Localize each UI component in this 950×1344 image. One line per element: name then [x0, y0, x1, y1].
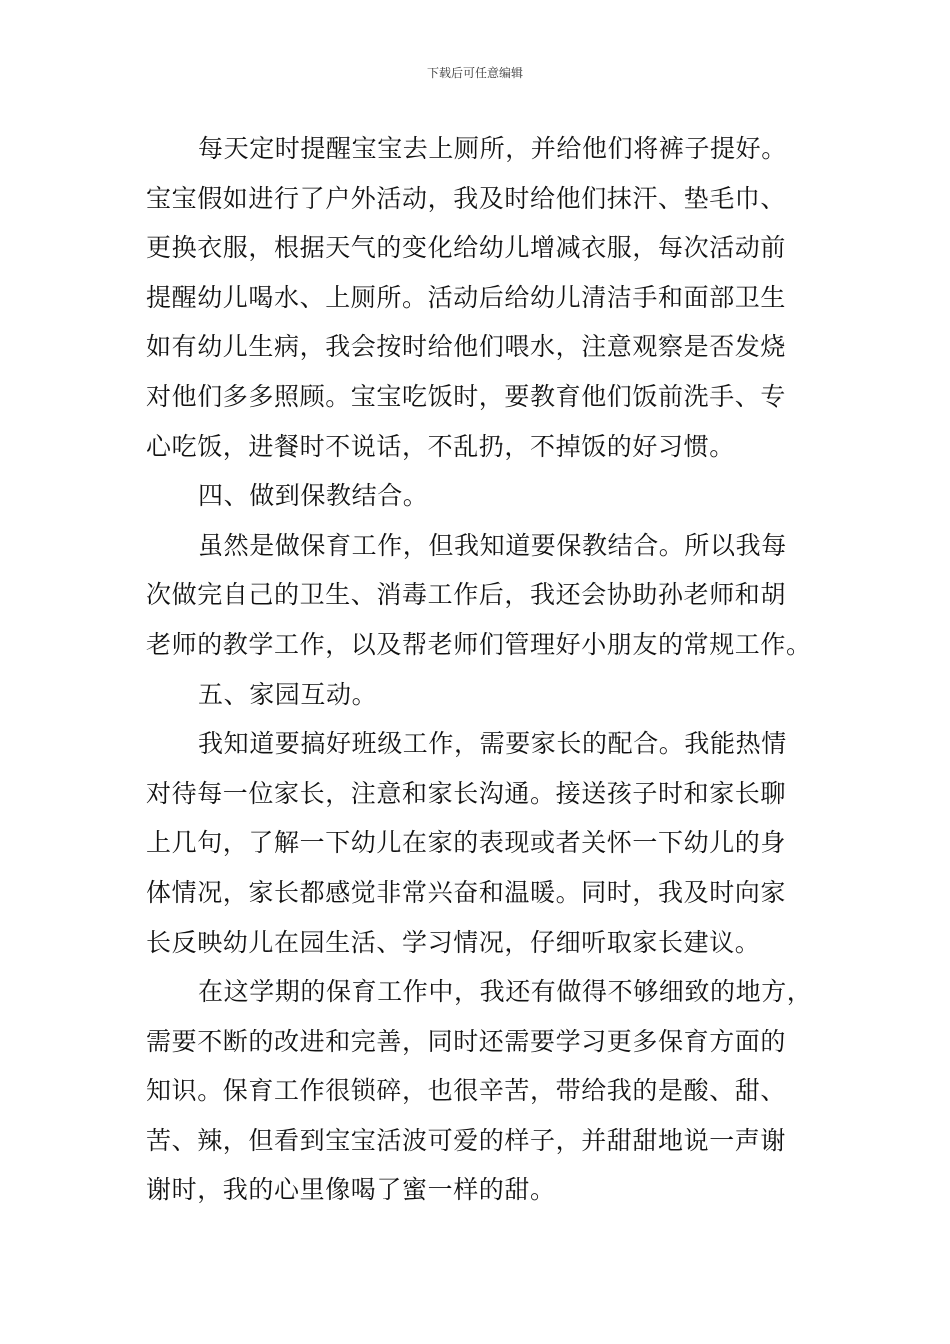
text-line: 体情况，家长都感觉非常兴奋和温暖。同时，我及时向家: [146, 877, 787, 907]
text-line: 对他们多多照顾。宝宝吃饭时，要教育他们饭前洗手、专: [146, 381, 787, 411]
text-line: 虽然是做保育工作，但我知道要保教结合。所以我每: [198, 530, 787, 560]
body-text: [146, 124, 816, 1215]
page-header: 下载后可任意编辑: [426, 66, 523, 80]
text-line: 提醒幼儿喝水、上厕所。活动后给幼儿清洁手和面部卫生: [146, 282, 787, 312]
text-line: 对待每一位家长，注意和家长沟通。接送孩子时和家长聊: [146, 778, 787, 808]
text-line: 谢时，我的心里像喝了蜜一样的甜。: [146, 1175, 556, 1205]
text-line: 心吃饭，进餐时不说话，不乱扔，不掉饭的好习惯。: [146, 431, 735, 461]
text-line: 知识。保育工作很锁碎，也很辛苦，带给我的是酸、甜、: [146, 1076, 787, 1106]
text-line: 在这学期的保育工作中，我还有做得不够细致的地方，: [198, 977, 813, 1007]
section-heading: 四、做到保教结合。: [198, 481, 429, 511]
text-line: 上几句，了解一下幼儿在家的表现或者关怀一下幼儿的身: [146, 828, 787, 858]
text-line: 老师的教学工作，以及帮老师们管理好小朋友的常规工作。: [146, 629, 812, 659]
section-heading: 五、家园互动。: [198, 679, 378, 709]
text-line: 每天定时提醒宝宝去上厕所，并给他们将裤子提好。: [198, 134, 787, 163]
text-line: 苦、辣，但看到宝宝活波可爱的样子，并甜甜地说一声谢: [146, 1125, 787, 1155]
text-line: 需要不断的改进和完善，同时还需要学习更多保育方面的: [146, 1026, 787, 1056]
text-line: 长反映幼儿在园生活、学习情况，仔细听取家长建议。: [146, 927, 761, 957]
text-line: 宝宝假如进行了户外活动，我及时给他们抹汗、垫毛巾、: [146, 183, 787, 213]
text-line: 次做完自己的卫生、消毒工作后，我还会协助孙老师和胡: [146, 580, 787, 610]
text-line: 如有幼儿生病，我会按时给他们喂水，注意观察是否发烧: [146, 332, 787, 362]
text-line: 更换衣服，根据天气的变化给幼儿增减衣服，每次活动前: [146, 233, 787, 263]
text-line: 我知道要搞好班级工作，需要家长的配合。我能热情: [198, 729, 787, 759]
